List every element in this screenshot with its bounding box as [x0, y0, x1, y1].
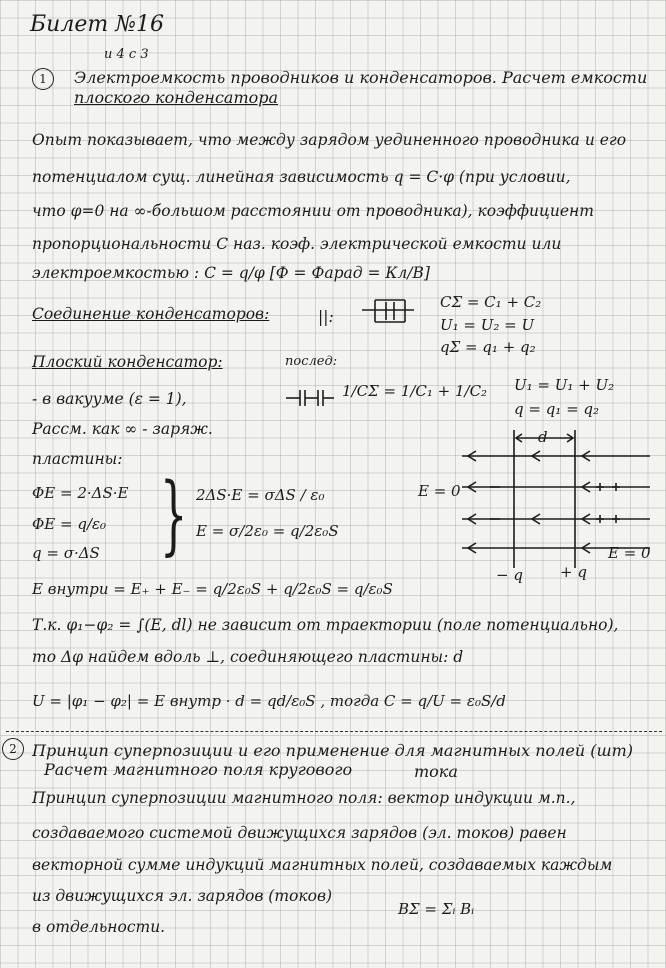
series-eq-voltage: U₁ = U₁ + U₂ — [514, 376, 615, 394]
ticket-note: и 4 с 3 — [104, 47, 149, 62]
q2-body-line: векторной сумме индукций магнитных полей, создаваемых каждым — [32, 856, 613, 874]
capacitor-plates-diagram — [462, 430, 650, 568]
q1-body-line: электроемкостью : C = q/φ [Ф = Фарад = Кл/В] — [32, 264, 430, 282]
question-1-number: 1 — [32, 68, 54, 90]
e-inside-eq: E внутри = E₊ + E₋ = q/2ε₀S + q/2ε₀S = q/ε₀S — [32, 580, 393, 598]
q2-body-line: Принцип суперпозиции магнитного поля: вектор индукции м.п., — [32, 789, 576, 807]
flux-eq-3: q = σ·ΔS — [32, 544, 100, 562]
consider-line1: Рассм. как ∞ - заряж. — [32, 420, 213, 438]
flux-eq-2: ΦE = q/ε₀ — [32, 515, 107, 533]
ticket-title: Билет №16 — [30, 12, 165, 37]
diagram-e-left: E = 0 — [418, 482, 461, 500]
parallel-capacitor-symbol — [362, 300, 414, 322]
consider-line2: пластины: — [32, 450, 123, 468]
q1-body-line: что φ=0 на ∞-большом расстоянии от проводника), коэффициент — [32, 202, 594, 220]
series-capacitance-eq: 1/CΣ = 1/C₁ + 1/C₂ — [342, 382, 488, 400]
q2-body-line: из движущихся эл. зарядов (токов) — [32, 887, 333, 905]
diagram-e-right: E = 0 — [608, 544, 651, 562]
parallel-eq-charge: qΣ = q₁ + q₂ — [440, 338, 536, 356]
flux-result-1: 2ΔS·E = σΔS / ε₀ — [196, 486, 325, 504]
diagram-d-label: d — [538, 428, 548, 446]
q1-body-line: Опыт показывает, что между зарядом уединенного проводника и его — [32, 131, 627, 149]
q2-body-line: создаваемого системой движущихся зарядов (эл. токов) равен — [32, 824, 567, 842]
vacuum-note: - в вакууме (ε = 1), — [32, 390, 187, 408]
superposition-formula: BΣ = Σᵢ Bᵢ — [398, 900, 475, 918]
q1-body-line: пропорциональности C наз. коэф. электрической емкости или — [32, 235, 562, 253]
series-label: послед: — [285, 354, 338, 369]
q2-heading-tok: тока — [414, 762, 458, 781]
series-eq-charge: q = q₁ = q₂ — [514, 400, 600, 418]
parallel-eq-voltage: U₁ = U₂ = U — [440, 316, 535, 334]
q2-heading-line1: Принцип суперпозиции и его применение для магнитных полей (шт) — [32, 741, 634, 760]
q2-body-line: в отдельности. — [32, 918, 166, 936]
q1-heading-line1: Электроемкость проводников и конденсаторов. Расчет емкости — [74, 68, 648, 87]
system-brace: } — [160, 465, 188, 565]
flux-eq-1: ΦE = 2·ΔS·E — [32, 484, 129, 502]
q1-body-line: потенциалом сущ. линейная зависимость q = C·φ (при условии, — [32, 168, 571, 186]
q1-heading-line2: плоского конденсатора — [74, 88, 279, 107]
delta-line: то Δφ найдем вдоль ⊥, соединяющего пластины: d — [32, 648, 464, 666]
parallel-mark: ||: — [318, 308, 334, 326]
connections-label: Соединение конденсаторов: — [32, 305, 270, 323]
flux-result-2: E = σ/2ε₀ = q/2ε₀S — [196, 522, 339, 540]
series-capacitor-symbol — [286, 390, 334, 406]
diagram-minus-q: − q — [496, 566, 523, 584]
question-2-number: 2 — [2, 738, 24, 760]
q2-heading-line2: Расчет магнитного поля кругового — [44, 760, 353, 779]
parallel-eq-capacitance: CΣ = C₁ + C₂ — [440, 293, 542, 311]
flat-capacitor-label: Плоский конденсатор: — [32, 353, 223, 371]
tk-line: Т.к. φ₁−φ₂ = ∫(E, dl) не зависит от траектории (поле потенциально), — [32, 616, 619, 634]
u-line: U = |φ₁ − φ₂| = E внутр · d = qd/ε₀S , тогда C = q/U = ε₀S/d — [32, 692, 506, 710]
diagram-plus-q: + q — [560, 563, 587, 581]
